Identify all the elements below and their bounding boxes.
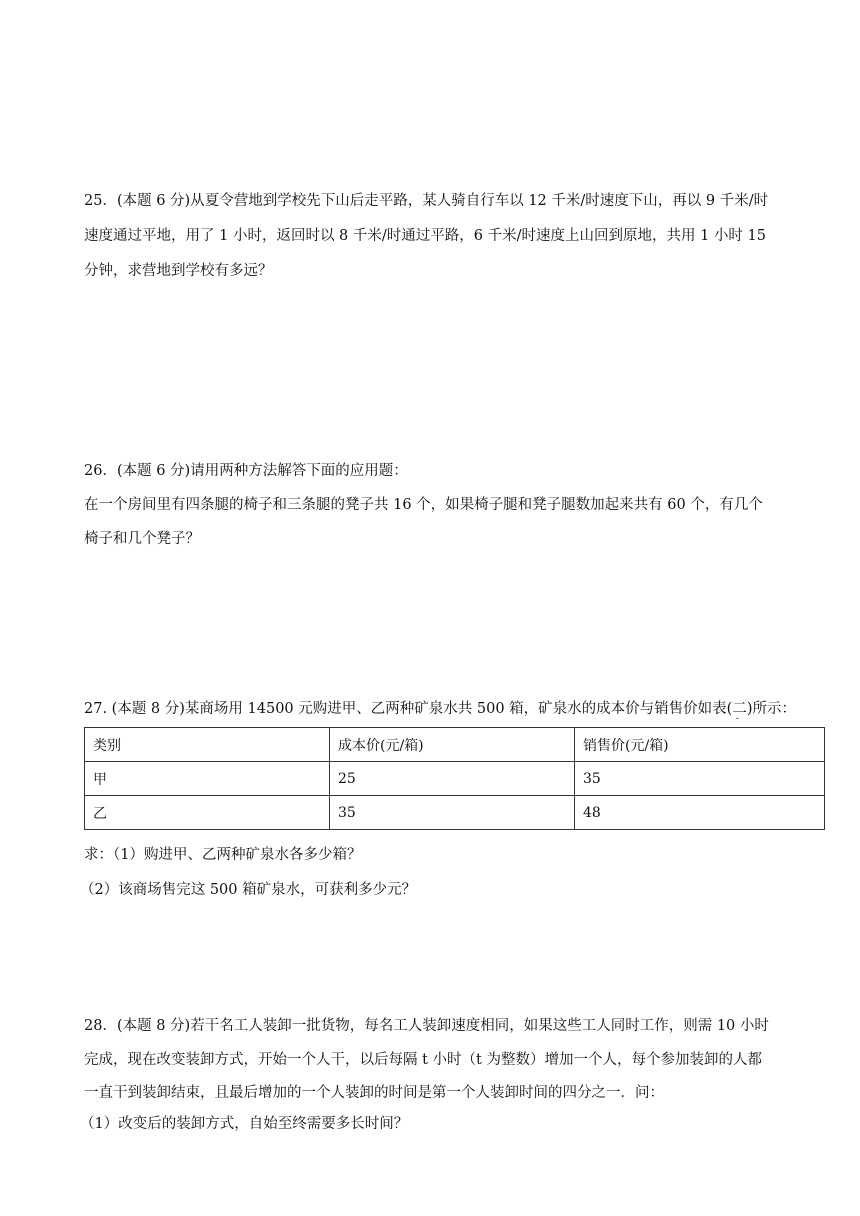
table-cell: 25 — [330, 762, 575, 796]
table-header-cell: 销售价(元/箱) — [575, 728, 825, 762]
table-header-row — [85, 728, 825, 762]
q27-sub-1: 求：（1）购进甲、乙两种矿泉水各多少箱？ — [84, 847, 362, 863]
q26-line-2: 在一个房间里有四条腿的椅子和三条腿的凳子共 16 个，如果椅子腿和凳子腿数加起来共有 60 个，有几个 — [84, 497, 763, 513]
q27-sub-2: （2）该商场售完这 500 箱矿泉水，可获利多少元？ — [80, 882, 417, 898]
q26-line-3: 椅子和几个凳子？ — [84, 531, 200, 547]
table-header-cell: 成本价(元/箱) — [330, 728, 575, 762]
table-cell: 48 — [575, 796, 825, 830]
q28-sub-1: （1）改变后的装卸方式，自始至终需要多长时间？ — [80, 1116, 409, 1132]
table-cell: 乙 — [85, 796, 330, 830]
table-cell: 甲 — [85, 762, 330, 796]
table-header-cell: 类别 — [85, 728, 330, 762]
q28-line-1: 28．(本题 8 分)若干名工人装卸一批货物，每名工人装卸速度相同，如果这些工人同时工作，则需 10 小时 — [84, 1018, 769, 1034]
table-cell: 35 — [575, 762, 825, 796]
table-row — [85, 762, 825, 796]
q27-line-1: 27. (本题 8 分)某商场用 14500 元购进甲、乙两种矿泉水共 500 箱，矿泉水的成本价与销售价如表(二)所示： — [84, 701, 796, 717]
q25-line-3: 分钟，求营地到学校有多远？ — [84, 263, 273, 279]
table-row — [85, 796, 825, 830]
q25-line-1: 25．(本题 6 分)从夏令营地到学校先下山后走平路，某人骑自行车以 12 千米/时速度下山，再以 9 千米/时 — [84, 193, 769, 209]
q28-line-2: 完成，现在改变装卸方式，开始一个人干，以后每隔 t 小时（t 为整数）增加一个人，每个参加装卸的人都 — [84, 1052, 762, 1068]
price-table — [84, 727, 825, 830]
q25-line-2: 速度通过平地，用了 1 小时，返回时以 8 千米/时通过平路，6 千米/时速度上山回到原地，共用 1 小时 15 — [84, 228, 766, 244]
stray-mark — [736, 718, 739, 719]
table-cell: 35 — [330, 796, 575, 830]
q28-line-3: 一直干到装卸结束，且最后增加的一个人装卸的时间是第一个人装卸时间的四分之一．问： — [84, 1085, 664, 1101]
q26-line-1: 26．(本题 6 分)请用两种方法解答下面的应用题： — [84, 463, 408, 479]
